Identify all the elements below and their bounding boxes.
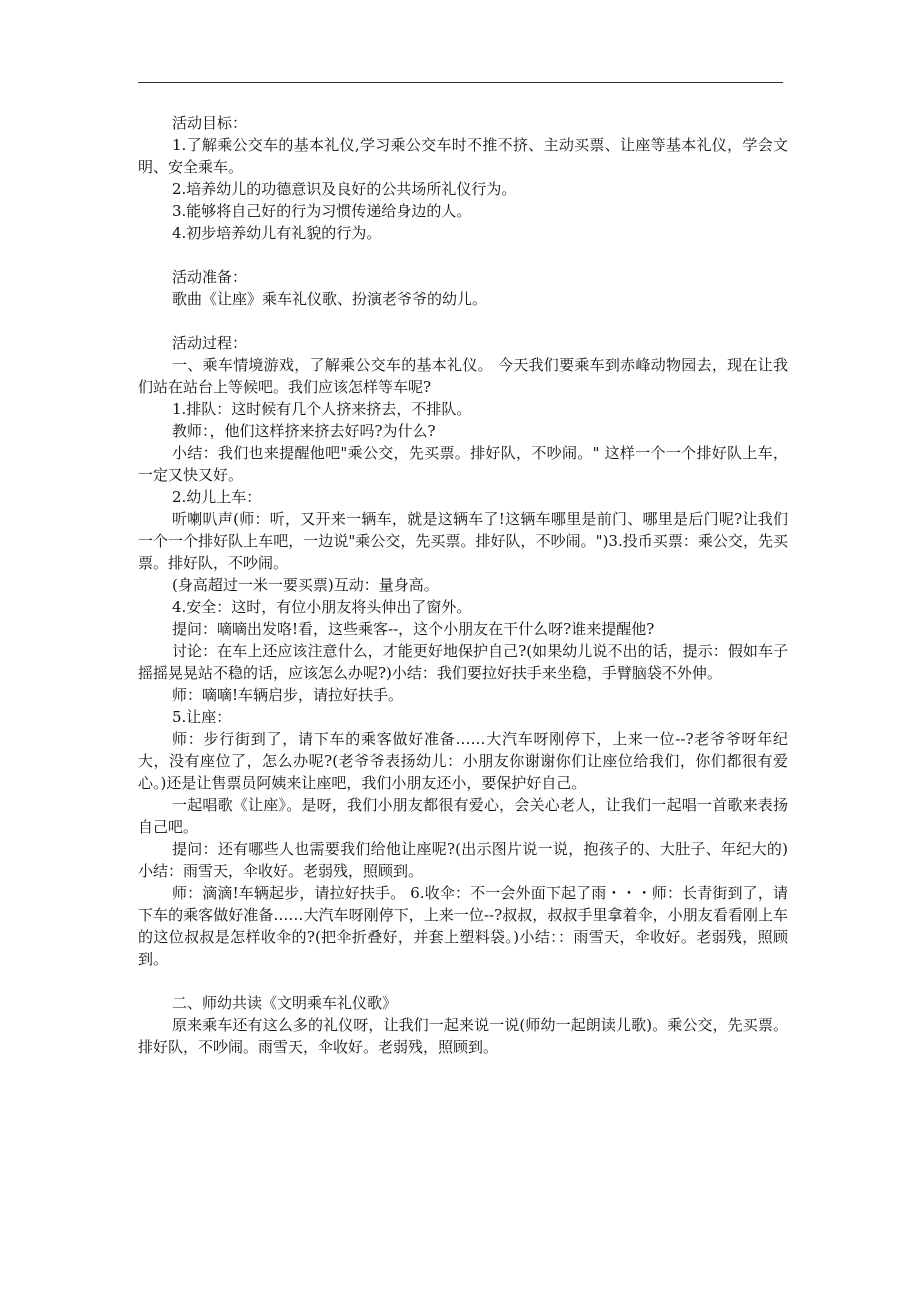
- goal-item-4: 4.初步培养幼儿有礼貌的行为。: [172, 224, 382, 242]
- spacer: [138, 970, 788, 992]
- goal-item-3: 3.能够将自己好的行为习惯传递给身边的人。: [172, 202, 472, 220]
- spacer: [138, 244, 788, 266]
- spacer: [138, 310, 788, 332]
- process-paragraph: 讨论：在车上还应该注意什么，才能更好地保护自己?(如果幼儿说不出的话，提示：假如车子摇摇晃晃站不稳的话，应该怎么办呢?)小结：我们要拉好扶手来坐稳，手臂脑袋不外伸。: [138, 642, 788, 682]
- goal-item-1: 1.了解乘公交车的基本礼仪,学习乘公交车时不推不挤、主动买票、让座等基本礼仪，学会文明、安全乘车。: [138, 136, 788, 176]
- goals-heading: 活动目标：: [172, 114, 248, 132]
- process-paragraph: 师：步行街到了，请下车的乘客做好准备……大汽车呀刚停下，上来一位--?老爷爷呀年纪大，没有座位了，怎么办呢?(老爷爷表扬幼儿：小朋友你谢谢你们让座位给我们，你们都很有爱心。)还是让售票员阿姨来让座吧，我们小朋友还小，要保护好自己。: [138, 730, 788, 792]
- process-paragraph: 听喇叭声(师：听，又开来一辆车，就是这辆车了!这辆车哪里是前门、哪里是后门呢?让我们一个一个排好队上车吧，一边说"乘公交，先买票。排好队，不吵闹。")3.投币买票：乘公交，先买票。排好队，不吵闹。: [138, 510, 788, 572]
- process-paragraph: (身高超过一米一要买票)互动：量身高。: [172, 576, 439, 594]
- process-paragraph: 5.让座：: [172, 708, 232, 726]
- process-paragraph: 一起唱歌《让座》。是呀，我们小朋友都很有爱心，会关心老人，让我们一起唱一首歌来表扬自己吧。: [138, 796, 788, 836]
- process-paragraph: 2.幼儿上车：: [172, 488, 262, 506]
- process-heading: 活动过程：: [172, 334, 248, 352]
- goal-item-2: 2.培养幼儿的功德意识及良好的公共场所礼仪行为。: [172, 180, 517, 198]
- process-paragraph: 一、乘车情境游戏，了解乘公交车的基本礼仪。 今天我们要乘车到赤峰动物园去，现在让我们站在站台上等候吧。我们应该怎样等车呢?: [138, 356, 788, 396]
- process-paragraph: 1.排队：这时候有几个人挤来挤去，不排队。: [172, 400, 472, 418]
- process-paragraph: 师：滴滴!车辆起步，请拉好扶手。 6.收伞：不一会外面下起了雨・・・师：长青街到了，请下车的乘客做好准备……大汽车呀刚停下，上来一位--?叔叔，叔叔手里拿着伞，小朋友看看刚上车的这位叔叔是怎样收伞的?(把伞折叠好，并套上塑料袋。)小结：：雨雪天，伞收好。老弱残，照顾到。: [138, 884, 788, 968]
- header-rule: [138, 82, 783, 83]
- process-paragraph: 4.安全：这时，有位小朋友将头伸出了窗外。: [172, 598, 472, 616]
- process-paragraph: 师：嘀嘀!车辆启步，请拉好扶手。: [172, 686, 404, 704]
- process-paragraph: 提问：嘀嘀出发咯!看，这些乘客--，这个小朋友在干什么呀?谁来提醒他?: [172, 620, 655, 638]
- process-paragraph: 教师：，他们这样挤来挤去好吗?为什么?: [172, 422, 436, 440]
- section-two-text: 原来乘车还有这么多的礼仪呀，让我们一起来说一说(师幼一起朗读儿歌)。乘公交，先买票。排好队，不吵闹。雨雪天，伞收好。老弱残，照顾到。: [138, 1016, 788, 1056]
- document-body: [138, 112, 788, 1058]
- section-two-heading: 二、师幼共读《文明乘车礼仪歌》: [172, 994, 398, 1012]
- prep-heading: 活动准备：: [172, 268, 248, 286]
- process-paragraph: 小结：我们也来提醒他吧"乘公交，先买票。排好队，不吵闹。" 这样一个一个排好队上车，一定又快又好。: [138, 444, 788, 484]
- prep-text: 歌曲《让座》乘车礼仪歌、扮演老爷爷的幼儿。: [172, 290, 488, 308]
- process-paragraph: 提问：还有哪些人也需要我们给他让座呢?(出示图片说一说，抱孩子的、大肚子、年纪大的)小结：雨雪天，伞收好。老弱残，照顾到。: [138, 840, 788, 880]
